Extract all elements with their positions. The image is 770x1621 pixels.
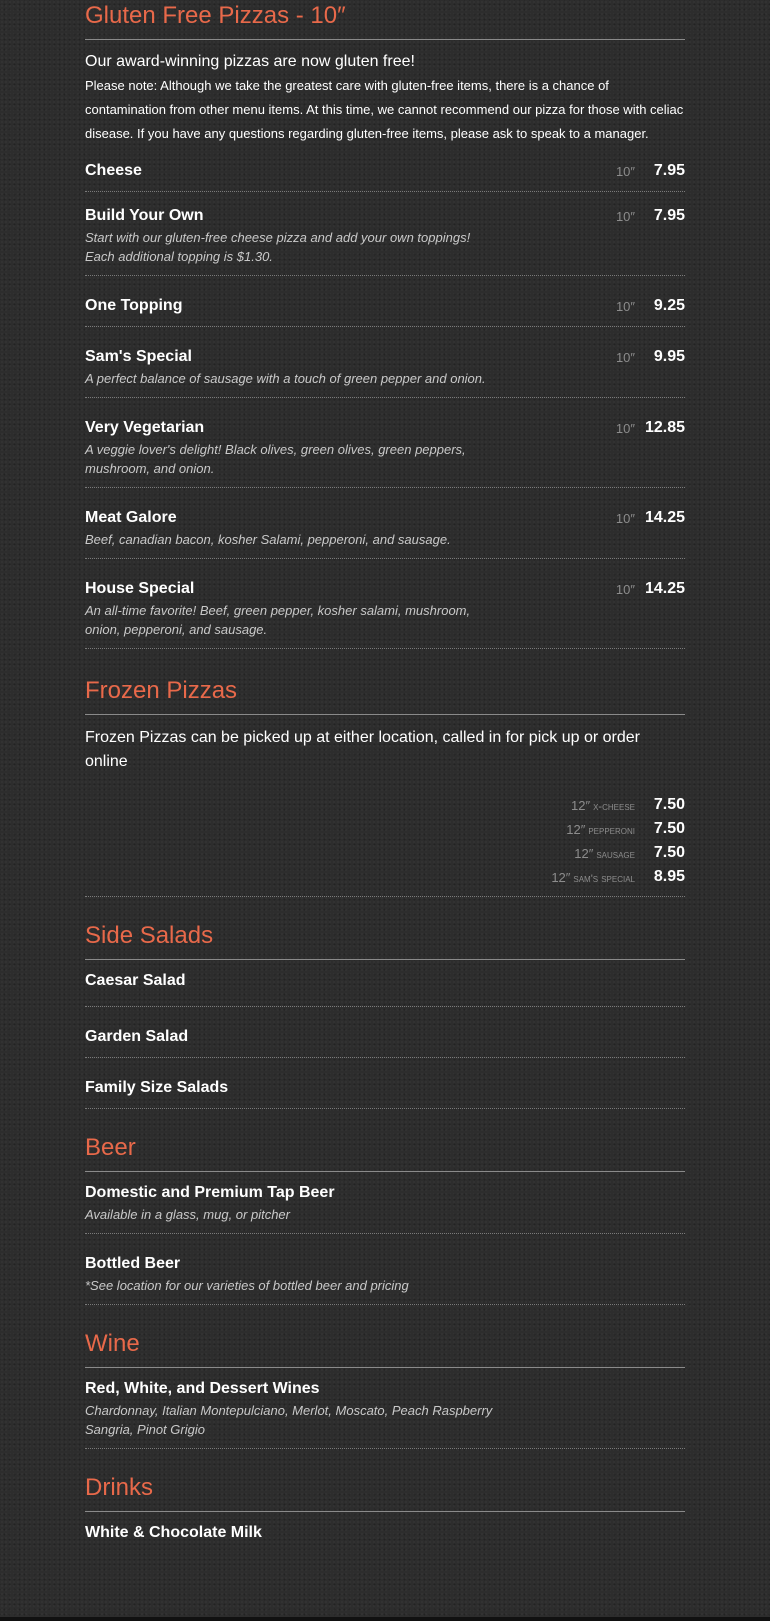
item-size: 12″ sausage [574,845,635,861]
menu-item-wines [85,1368,685,1449]
frozen-price-row-pepperoni [85,817,685,841]
item-name: Red, White, and Dessert Wines [85,1380,320,1397]
price-row [616,507,685,529]
section-title-frozen-pizzas: Frozen Pizzas [85,675,685,715]
section-title-side-salads: Side Salads [85,920,685,960]
frozen-pizzas-intro: Frozen Pizzas can be picked up at either location, called in for pick up or order online [85,729,640,770]
item-name: White & Chocolate Milk [85,1524,262,1541]
item-price: 9.95 [653,348,685,365]
item-name: Domestic and Premium Tap Beer [85,1184,335,1201]
item-name: House Special [85,580,195,597]
item-size: 10″ [615,208,635,224]
side-salads-section [85,920,685,1109]
item-size: 10″ [615,510,635,526]
frozen-price-row-sams-special [85,865,685,889]
wine-section [85,1328,685,1449]
menu-item-meat-galore [85,488,685,559]
price-row [616,160,685,182]
page-bottom-edge [0,1617,770,1621]
item-description: *See location for our varieties of bottled beer and pricing [85,1278,409,1293]
menu-item-build-your-own [85,192,685,276]
size-label: pepperoni [588,824,635,837]
menu-item-garden-salad [85,1007,685,1058]
item-name: Very Vegetarian [85,419,205,436]
section-title-gluten-free: Gluten Free Pizzas - 10″ [85,0,685,40]
item-name: One Topping [85,297,183,314]
item-price: 14.25 [644,509,685,526]
item-size: 12″ sam's special [551,869,635,885]
item-price: 7.50 [653,844,685,861]
menu-item-house-special [85,559,685,649]
price-row [616,578,685,600]
item-size: 10″ [615,420,635,436]
item-description: Beef, canadian bacon, kosher Salami, pepperoni, and sausage. [85,532,451,547]
item-description: Available in a glass, mug, or pitcher [85,1207,290,1222]
frozen-pizzas-section [85,675,685,897]
item-description: An all-time favorite! Beef, green pepper, kosher salami, mushroom, onion, pepperoni, and sausage. [85,603,471,637]
item-name: Garden Salad [85,1028,189,1045]
item-description: Start with our gluten-free cheese pizza and add your own toppings! Each additional topping is $1.30. [85,230,471,264]
item-price: 7.95 [653,162,685,179]
section-title-drinks: Drinks [85,1472,685,1512]
item-name: Family Size Salads [85,1079,229,1096]
price-row [616,417,685,439]
item-price: 7.50 [653,820,685,837]
drinks-section [85,1472,685,1553]
section-title-wine: Wine [85,1328,685,1368]
menu-container [85,0,685,1553]
item-size: 12″ pepperoni [566,821,635,837]
size-label: sam's special [573,872,635,885]
menu-item-caesar-salad [85,960,685,1007]
item-name: Cheese [85,162,142,179]
item-description: A veggie lover's delight! Black olives, green olives, green peppers, mushroom, and onion. [85,442,466,476]
item-name: Meat Galore [85,509,177,526]
item-price: 14.25 [644,580,685,597]
beer-section [85,1132,685,1305]
menu-item-tap-beer [85,1172,685,1234]
menu-item-bottled-beer [85,1234,685,1305]
frozen-price-row-sausage [85,841,685,865]
menu-item-one-topping [85,276,685,327]
price-row [616,205,685,227]
gluten-free-lead: Our award-winning pizzas are now gluten free! [85,53,415,70]
item-price: 8.95 [653,868,685,885]
section-title-beer: Beer [85,1132,685,1172]
item-name: Sam's Special [85,348,192,365]
item-price: 7.95 [653,207,685,224]
item-description: Chardonnay, Italian Montepulciano, Merlot, Moscato, Peach Raspberry Sangria, Pinot Grigio [85,1403,493,1437]
item-name: Bottled Beer [85,1255,181,1272]
item-price: 9.25 [653,297,685,314]
item-size: 10″ [615,581,635,597]
item-price: 12.85 [644,419,685,436]
item-size: 10″ [615,163,635,179]
menu-item-milk [85,1512,685,1553]
item-size: 12″ x-cheese [571,797,635,813]
frozen-price-row-x-cheese [85,793,685,817]
item-description: A perfect balance of sausage with a touch of green pepper and onion. [85,371,486,386]
item-name: Caesar Salad [85,972,186,989]
frozen-price-list [85,774,685,897]
size-label: sausage [596,848,635,861]
item-price: 7.50 [653,796,685,813]
item-size: 10″ [615,349,635,365]
item-name: Build Your Own [85,207,204,224]
size-label: x-cheese [593,800,635,813]
gluten-free-section [85,0,685,649]
menu-item-sams-special [85,327,685,398]
price-row [616,295,685,317]
price-row [616,346,685,368]
menu-item-family-size-salads [85,1058,685,1109]
menu-item-cheese [85,146,685,192]
menu-item-very-vegetarian [85,398,685,488]
item-size: 10″ [615,298,635,314]
gluten-free-note: Please note: Although we take the greatest care with gluten-free items, there is a chance of contamination from other menu items. At this time, we cannot recommend our pizza for those with celiac disease. If you have any questions regarding gluten-free items, please ask to speak to a manager. [85,78,684,141]
